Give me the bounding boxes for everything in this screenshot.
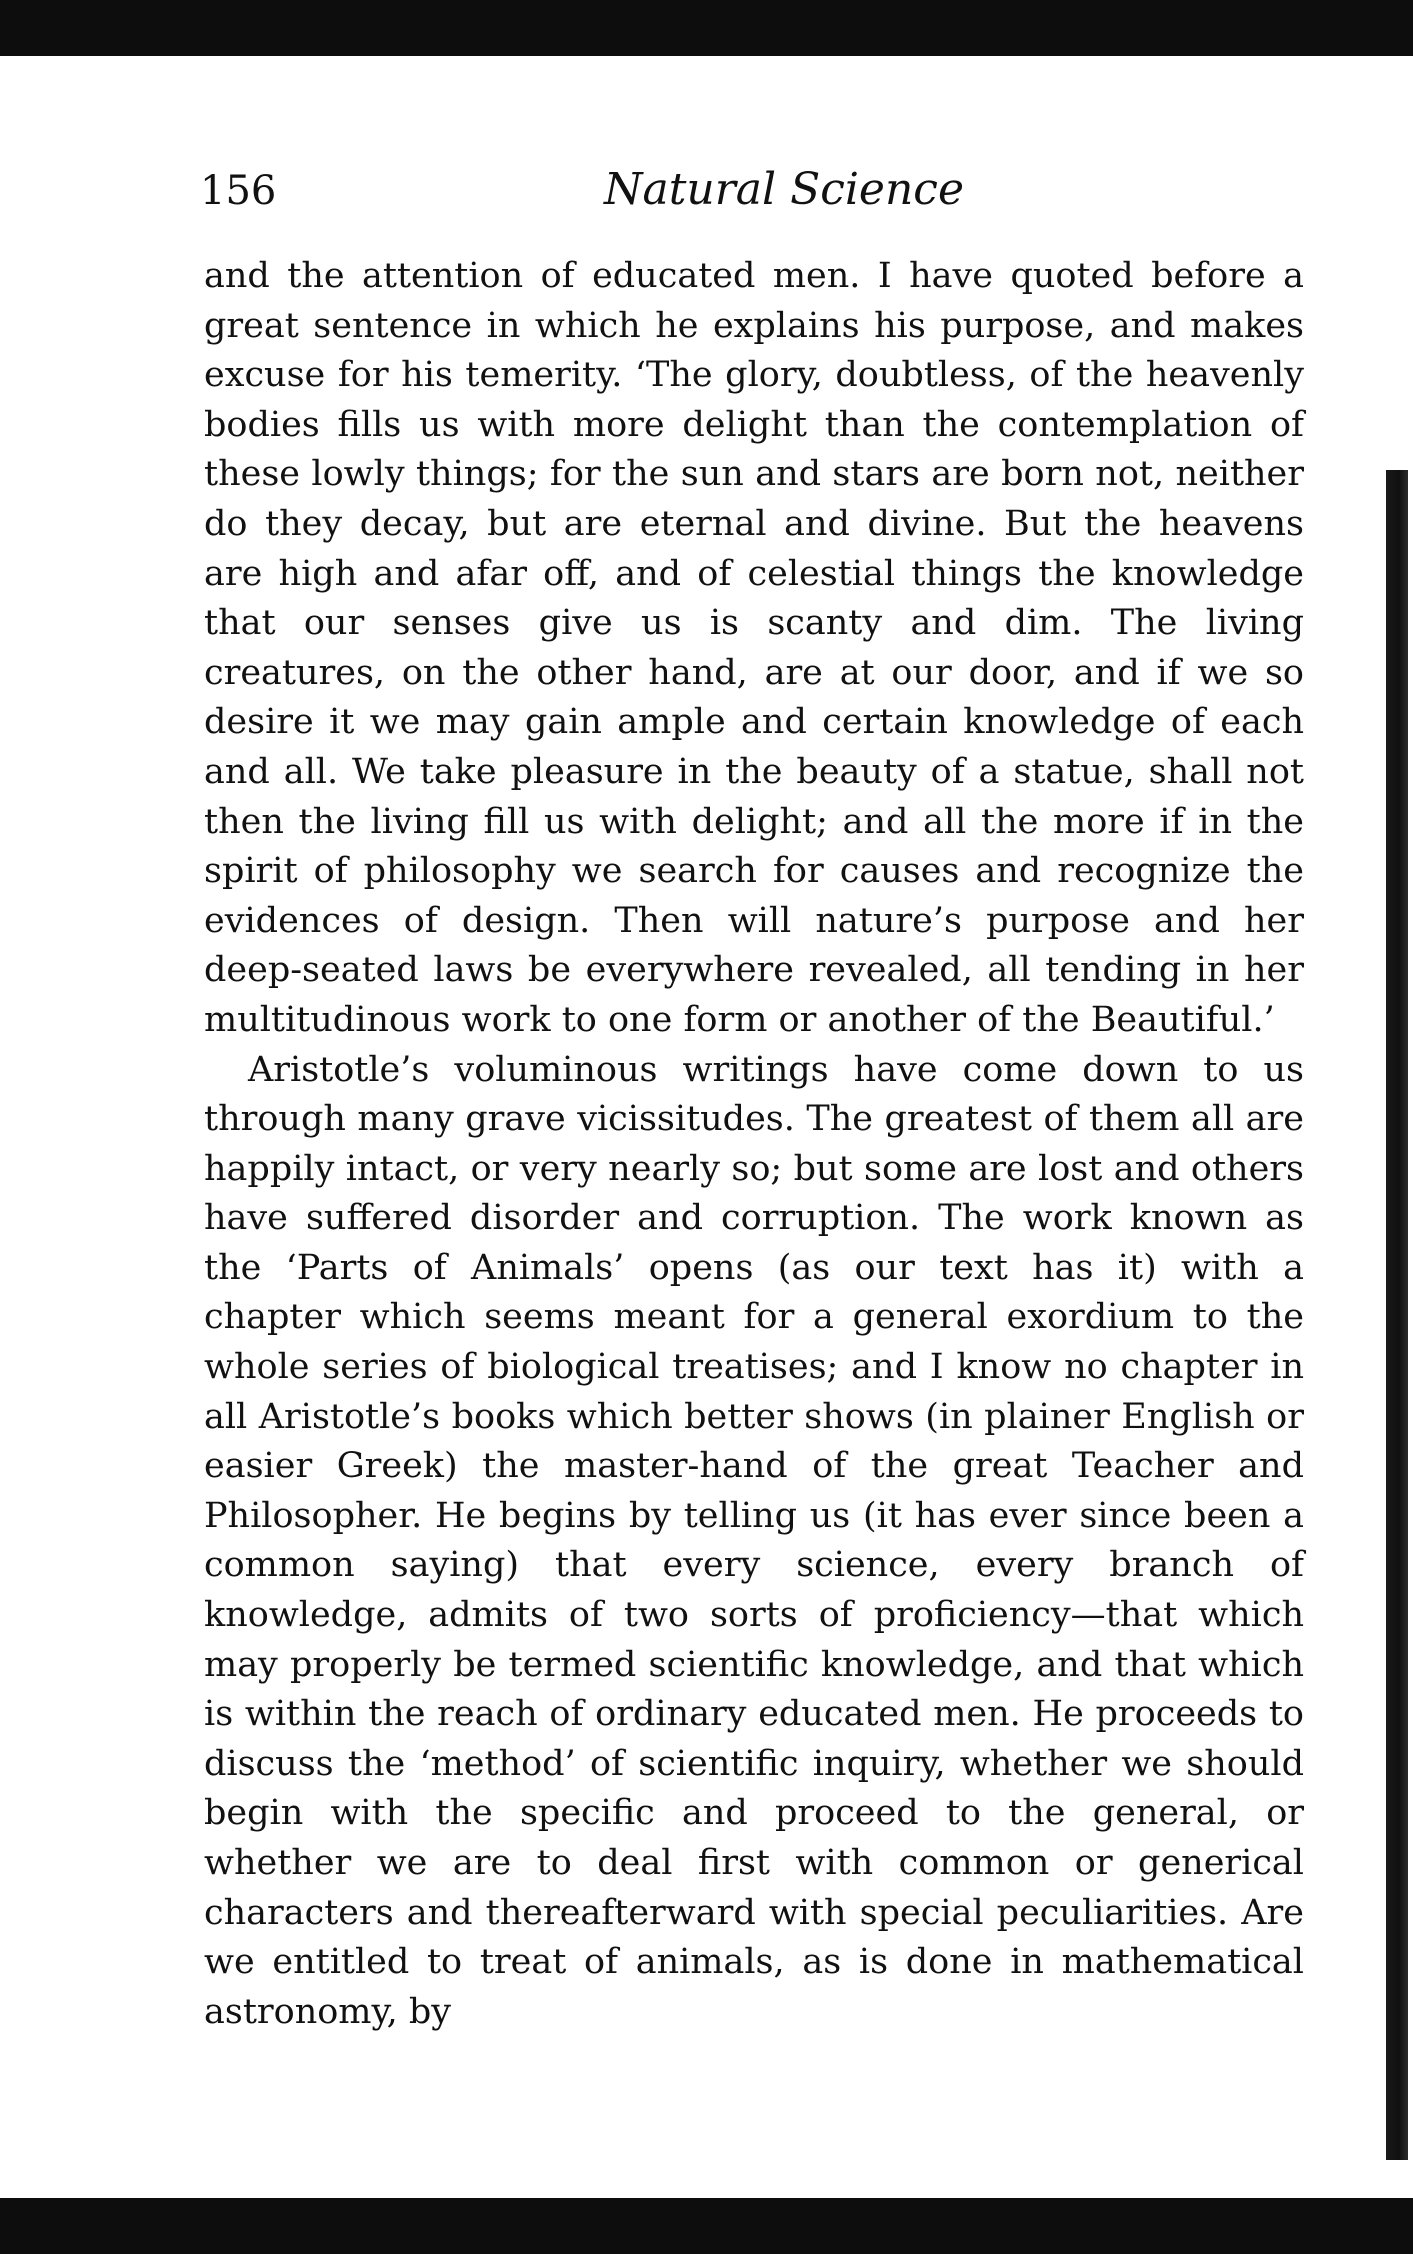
body-text <box>204 252 1304 2037</box>
paragraph-aristotle-writings: Aristotle’s voluminous writings have come down to us through many grave vicissitudes. The greatest of them all are happily intact, or very nearly so; but some are lost and others have suffered disorder and corruption. The work known as the ‘Parts of Animals’ opens (as our text has it) with a chapter which seems meant for a general exordium to the whole series of biological treatises; and I know no chapter in all Aristotle’s books which better shows (in plainer English or easier Greek) the master-hand of the great Teacher and Philosopher. He begins by telling us (it has ever since been a common saying) that every science, every branch of knowledge, admits of two sorts of proficiency—that which may properly be termed scientific knowledge, and that which is within the reach of ordinary educated men. He proceeds to discuss the ‘method’ of scientific inquiry, whether we should begin with the specific and proceed to the general, or whether we are to deal first with common or generical characters and thereafterward with special peculiarities. Are we entitled to treat of animals, as is done in mathematical astronomy, by <box>204 1049 1304 2032</box>
scan-border-bottom <box>0 2198 1413 2254</box>
running-title: Natural Science <box>604 164 964 215</box>
paragraph-continuation: and the attention of educated men. I have quoted before a great sentence in which he explains his purpose, and makes excuse for his temerity. ‘The glory, doubtless, of the heavenly bodies fills us with more delight than the contemplation of these lowly things; for the sun and stars are born not, neither do they decay, but are eternal and divine. But the heavens are high and afar off, and of celestial things the knowledge that our senses give us is scanty and dim. The living creatures, on the other hand, are at our door, and if we so desire it we may gain ample and certain knowledge of each and all. We take pleasure in the beauty of a statue, shall not then the living fill us with delight; and all the more if in the spirit of philosophy we search for causes and recognize the evidences of design. Then will nature’s purpose and her deep-seated laws be everywhere revealed, all tending in her multitudinous work to one form or another of the Beautiful.’ <box>204 256 1304 1040</box>
page-number: 156 <box>200 168 277 214</box>
running-head <box>198 160 1298 230</box>
scan-border-top <box>0 0 1413 56</box>
scan-border-right <box>1386 470 1408 2160</box>
